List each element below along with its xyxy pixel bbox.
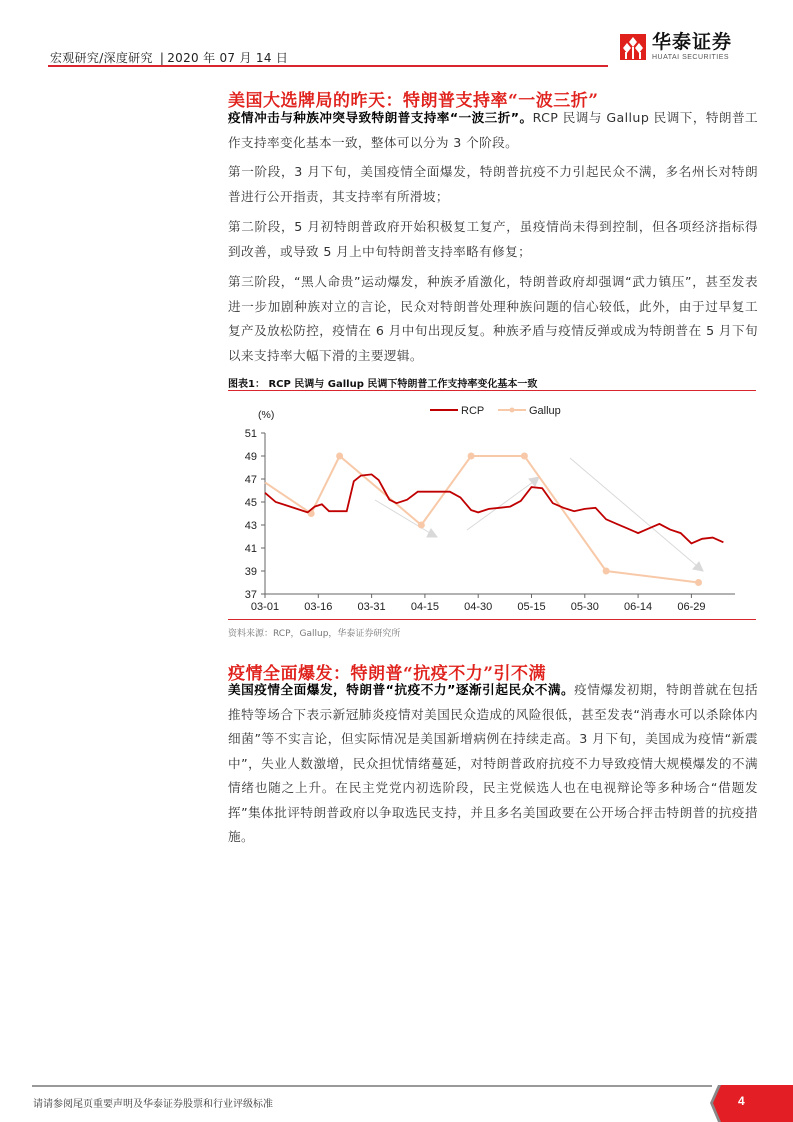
huatai-logo (620, 33, 732, 61)
footer-disclaimer: 请请参阅尾页重要声明及华泰证券股票和行业评级标准 (33, 1099, 273, 1110)
y-axis-unit: (%) (258, 409, 275, 421)
x-tick-label: 04-30 (464, 601, 493, 613)
y-tick-label: 51 (244, 428, 257, 440)
x-tick-label: 05-15 (517, 601, 546, 613)
section2-paragraph (228, 678, 758, 850)
stage3-paragraph: 第三阶段，“黑人命贵”运动爆发，种族矛盾激化，特朗普政府却强调“武力镇压”，甚至发表进一步加剧种族对立的言论，民众对特朗普处理种族问题的信心较低，此外，由于过早复工复产及放松防控，疫情在 6 月中旬出现反复。种族矛盾与疫情反弹或成为特朗普在 5 月下旬以来支持率大幅下滑的主要逻辑。 (228, 274, 758, 363)
x-tick-label: 04-15 (410, 601, 439, 613)
chart-legend (430, 405, 561, 417)
logo-english-name: HUATAI SECURITIES (652, 54, 730, 61)
section1-lead-text: RCP 民调与 Gallup 民调下，特朗普工作支持率变化基本一致，整体可以分为 3 个阶段。 (228, 110, 759, 150)
x-tick-label: 06-14 (624, 601, 653, 613)
report-date: 2020 年 07 月 14 日 (167, 51, 289, 65)
y-tick-label: 39 (244, 566, 257, 578)
header-rule (48, 65, 608, 67)
y-tick-label: 41 (244, 543, 257, 555)
section2-lead-bold: 美国疫情全面爆发，特朗普“抗疫不力”逐渐引起民众不满。 (228, 682, 575, 697)
rcp-series-line (265, 474, 723, 543)
figure-bottom-rule (228, 619, 756, 620)
report-category-date (50, 49, 288, 66)
legend-rcp: RCP (461, 405, 485, 417)
figure-title: 图表1： RCP 民调与 Gallup 民调下特朗普工作支持率变化基本一致 (228, 379, 538, 390)
huatai-logo-icon (620, 34, 646, 60)
x-tick-label: 03-31 (357, 601, 386, 613)
section1-title: 美国大选牌局的昨天：特朗普支持率“一波三折” (228, 91, 599, 111)
section2-title: 疫情全面爆发：特朗普“抗疫不力”引不满 (228, 664, 547, 684)
figure-top-rule (228, 390, 756, 391)
y-axis-ticks (245, 428, 265, 601)
section2-lead-text: 疫情爆发初期，特朗普就在包括推特等场合下表示新冠肺炎疫情对美国民众造成的风险很低，甚至发表“消毒水可以杀除体内细菌”等不实言论，但实际情况是美国新增病例在持续走高。3 月下旬，美国成为疫情“新震中”，失业人数激增，民众担忧情绪蔓延，对特朗普政府抗疫不力导致疫情大规模爆发的不满情绪也随之上升。在民主党党内初选阶段，民主党候选人也在电视辩论等多种场合“借题发挥”集体批评特朗普政府以争取选民支持，并且多名美国政要在公开场合抨击特朗普的抗疫措施。 (228, 682, 758, 844)
y-tick-label: 49 (244, 451, 257, 463)
page-number: 4 (738, 1094, 745, 1108)
stage1-paragraph: 第一阶段，3 月下旬，美国疫情全面爆发，特朗普抗疫不力引起民众不满，多名州长对特朗普进行公开指责，其支持率有所滑坡； (228, 164, 758, 204)
y-tick-label: 47 (244, 474, 257, 486)
section1-lead-paragraph (228, 106, 758, 155)
page-number-tab (708, 1085, 793, 1122)
stage2-paragraph: 第二阶段，5 月初特朗普政府开始积极复工复产，虽疫情尚未得到控制，但各项经济指标得到改善，或导致 5 月上中旬特朗普支持率略有修复； (228, 219, 758, 259)
report-category: 宏观研究/深度研究 (50, 51, 153, 65)
figure-source: 资料来源：RCP，Gallup，华泰证券研究所 (228, 629, 401, 639)
x-tick-label: 06-29 (677, 601, 706, 613)
y-tick-label: 43 (244, 520, 257, 532)
x-axis-ticks (251, 594, 706, 613)
y-tick-label: 37 (244, 589, 257, 601)
x-tick-label: 03-16 (304, 601, 333, 613)
x-tick-label: 03-01 (250, 601, 280, 613)
header-separator: | (159, 51, 165, 65)
gallup-series-points (308, 453, 702, 587)
footer-rule (32, 1085, 712, 1087)
approval-rating-chart (228, 392, 758, 618)
legend-gallup: Gallup (529, 405, 561, 417)
y-tick-label: 45 (244, 497, 257, 509)
section1-lead-bold: 疫情冲击与种族冲突导致特朗普支持率“一波三折”。 (228, 110, 533, 125)
x-tick-label: 05-30 (570, 601, 599, 613)
logo-chinese-name: 华泰证券 (652, 31, 733, 53)
